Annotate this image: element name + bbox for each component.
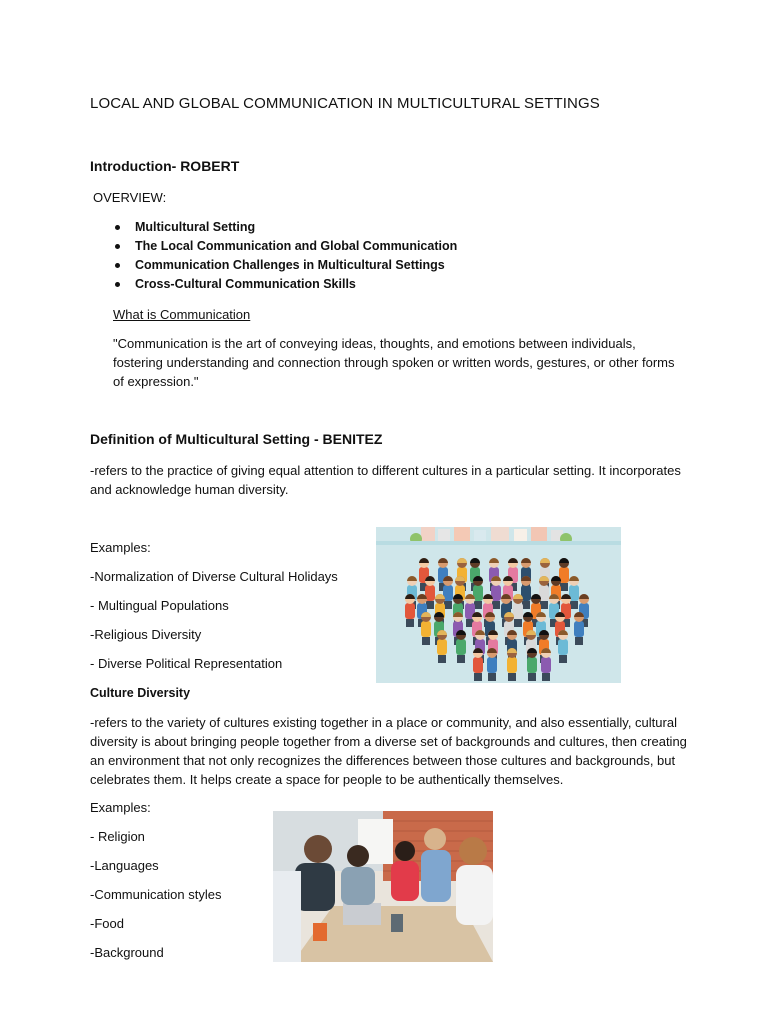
list-item: - Diverse Political Representation [90,656,283,671]
crowd-person-body [437,639,447,655]
culture-text: -refers to the variety of cultures existing together in a place or community, and also essentially, cultural diversity is about bringing people together from a diverse set of backgrounds and cultures, then creating an environment that not only recognizes the differences between those cultures and backgrounds, but celebrates them. It helps create a space for people to be authentically themselves. [90,715,687,787]
crowd-person-legs [474,673,482,681]
overview-list [113,218,457,294]
crowd-person-body [558,639,568,655]
crowd-person-body [405,603,415,619]
crowd-person-legs [540,601,548,609]
page-title: LOCAL AND GLOBAL COMMUNICATION IN MULTICULTURAL SETTINGS [90,95,600,112]
definition-text: -refers to the practice of giving equal attention to different cultures in a particular setting. It incorporates and acknowledge human diversity. [90,463,681,497]
bullet-icon [115,225,120,230]
crowd-person-legs [559,655,567,663]
crowd-person-legs [560,583,568,591]
definition-heading: Definition of Multicultural Setting - BENITEZ [90,431,383,447]
list-item: -Languages [90,858,159,873]
crowd-person-body [421,621,431,637]
crowd-person-legs [508,673,516,681]
crowd-person-legs [528,673,536,681]
crowd-person-body [541,657,551,673]
bullet-icon [115,263,120,268]
meeting-photo [273,811,493,962]
communication-quote: "Communication is the art of conveying ideas, thoughts, and emotions between individuals, fostering understanding and connection through spoken or written words, gestures, or other forms of expression." [113,336,675,389]
crowd-person-legs [514,619,522,627]
list-item: -Religious Diversity [90,627,202,642]
culture-examples-label: Examples: [90,800,151,815]
crowd-person-legs [457,655,465,663]
list-item: -Communication styles [90,887,222,902]
crowd-person-body [487,657,497,673]
culture-heading: Culture Diversity [90,686,191,700]
crowd-person-body [513,603,523,619]
crowd-person-body [456,639,466,655]
crowd-person-legs [492,601,500,609]
crowd-person-legs [570,601,578,609]
crowd-person-body [473,657,483,673]
list-item: -Background [90,945,164,960]
bullet-icon [115,282,120,287]
communication-subheading: What is Communication [113,307,251,322]
list-item: Communication Challenges in Multicultural Settings [113,256,457,275]
crowd-person-legs [406,619,414,627]
list-item: -Food [90,916,124,931]
crowd-person-legs [426,601,434,609]
crowd-person-legs [575,637,583,645]
crowd-person-legs [474,601,482,609]
list-item: Cross-Cultural Communication Skills [113,275,457,294]
crowd-person-body [527,657,537,673]
crowd-person-legs [444,601,452,609]
crowd-person-legs [422,637,430,645]
crowd-person-legs [522,601,530,609]
crowd-person-legs [438,655,446,663]
crowd-person-legs [488,673,496,681]
list-item: - Multingual Populations [90,598,229,613]
bullet-icon [115,244,120,249]
list-item: -Normalization of Diverse Cultural Holidays [90,569,338,584]
definition-examples-label: Examples: [90,540,151,555]
list-item: The Local Communication and Global Communication [113,237,457,256]
overview-label: OVERVIEW: [93,190,167,205]
crowd-person-body [574,621,584,637]
intro-heading: Introduction- ROBERT [90,158,240,174]
list-item: Multicultural Setting [113,218,457,237]
crowd-illustration [376,527,621,683]
crowd-person-legs [542,673,550,681]
crowd-person-body [507,657,517,673]
list-item: - Religion [90,829,145,844]
